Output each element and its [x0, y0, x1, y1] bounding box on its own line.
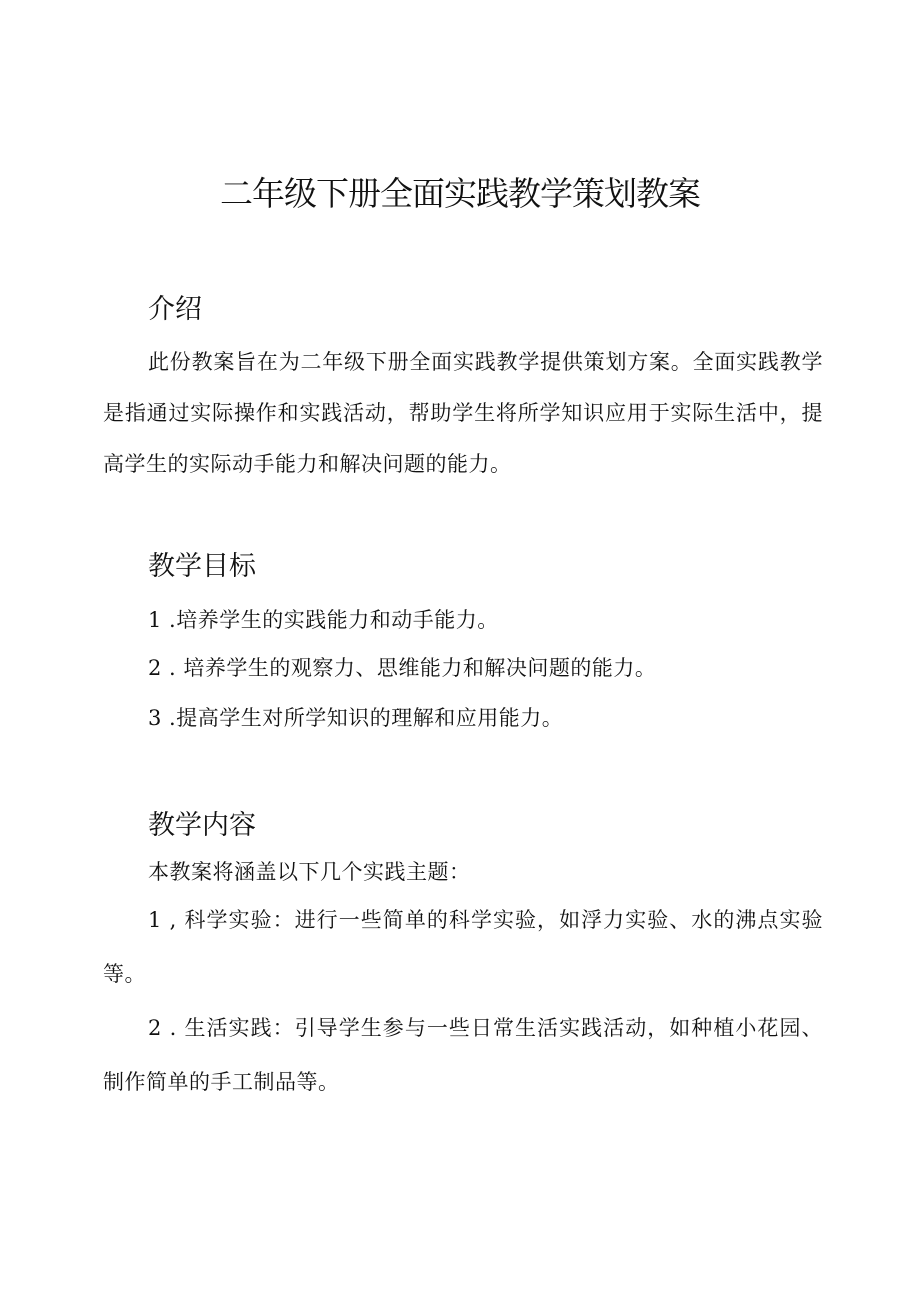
section-heading-content: 教学内容: [148, 810, 256, 841]
intro-paragraph: 此份教案旨在为二年级下册全面实践教学提供策划方案。全面实践教学是指通过实际操作和实践活动，帮助学生将所学知识应用于实际生活中，提高学生的实际动手能力和解决问题的能力。: [103, 350, 823, 476]
content-item-1: 1 , 科学实验：进行一些简单的科学实验，如浮力实验、水的沸点实验等。: [103, 908, 823, 986]
content-item-2: 2 . 生活实践：引导学生参与一些日常生活实践活动，如种植小花园、制作简单的手工制品等。: [103, 1016, 823, 1094]
content-lead: 本教案将涵盖以下几个实践主题：: [148, 860, 471, 884]
goal-item-2: 2 . 培养学生的观察力、思维能力和解决问题的能力。: [148, 656, 657, 680]
document-title: 二年级下册全面实践教学策划教案: [220, 174, 700, 213]
goal-item-3: 3 .提高学生对所学知识的理解和应用能力。: [148, 706, 564, 730]
section-heading-goals: 教学目标: [148, 551, 256, 582]
section-heading-intro: 介绍: [148, 294, 202, 325]
goal-item-1: 1 .培养学生的实践能力和动手能力。: [148, 608, 499, 632]
